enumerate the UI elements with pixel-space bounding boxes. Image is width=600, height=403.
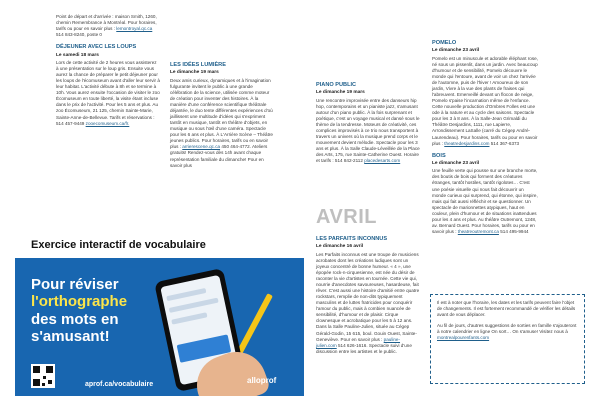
column-2 bbox=[170, 62, 274, 169]
event-body: Les Parfaits inconnus est une troupe de musiciens acrobates dont les créations ludiques sont un joyeux concentré de bonne humeur. « 4 », une épopée rock-n-cirquesienne, est née du désir de raconter la vie d'artistes en tournée. Cette vie qui, nourrie d'anecdotes savoureuses, hasardeuse, fait rêver. C'est aussi une histoire d'amitié entre quatre rockstars, remplie de non-dits typiquement masculins et de luttes fratricides pour conquérir l'amour du public, mais à combien nuancée de sensibilité, d'humour et de plaisir. Cirque clownesque et acrobatique pour les 5 à 12 ans. Dans la Salle Pauline-Julien, située au Cégep Gérald-Godin, 15 615, boul. Gouin Ouest, Sainte-Geneviève. Pour en savoir plus : pauline-julien.com 514 626-1616. Spectacle suivi d'une discussion entre les artistes et le public. bbox=[316, 251, 420, 354]
note-link[interactable]: montrealpourenfants.com bbox=[437, 335, 490, 341]
event-body: Pomelo est un minuscule et adorable éléphant rose, né sous un pissenlit, dans un jardin. Avec beaucoup d'humour et de sensibilité, Pomelo découvre le monde qui l'entoure, avant de voir un chez l'arrivée de l'automne, puis de l'hiver ! Amoureux de son jardin, Vivre à la vue des plants de fraises qui l'abreuvent. Emerveillé devant un flocon de neige, Pomelo s'paise l'incarnation même de l'enfance. Cette nouvelle production d'Ombres Folles est une ode à la nature et au cycle des saisons. Spectacle pour les 3 à 8 ans. À la Salle-Jean Grimaldi du Théâtre Desjardins, 1111, rue Lapierre, Arrondissement LaSalle (carré du Cégep André-Laurendeau). Pour horaires, tarifs ou pour en savoir plus : theatredesjardins.com 514 367-6373 bbox=[432, 55, 538, 146]
event-date: Le samedi 18 mars bbox=[56, 52, 99, 58]
event-heading: BOIS bbox=[432, 152, 446, 159]
event-body: Lors de cette activité de 2 heures vous assisterez à une présentation sur le loup gris. Ensuite vous aurez la chance de préparer le petit déjeuner pour les loups de l'écomuseum avant d'aller leur servir à leur habitat. L'activité débute à 8h et se termine à 10h. Vous aurez ensuite l'occasion de visiter le zoo Écomuseum en toute liberté, la visite étant incluse dans le prix de l'activité. Pour les 5 ans et plus. Au zoo Écomuseum, 21 125, chemin Sainte-Marie, Sainte-Anne-de-Bellevue. Tarifs et réservations : 514 457-9449 zooecomuseum.ca/fr. bbox=[56, 59, 160, 126]
ad-line-1: Pour réviser bbox=[31, 276, 119, 293]
column-1 bbox=[56, 14, 160, 127]
event-heading: POMELO bbox=[432, 40, 457, 46]
event-link[interactable]: theatreoutremont.ca bbox=[457, 228, 499, 234]
ad-line-2: l'orthographe bbox=[31, 293, 128, 311]
ad-url[interactable]: aprof.ca/vocabulaire bbox=[85, 381, 154, 388]
event-body: Une feuille verte qui pousse sur une branche morte, des boutis de bois qui forment des créatures étranges, tantôt hostiles, tantôt rigolotes… C'est une poésie visuelle qui nous fait découvrir un monde curieux qui surprend, qui étonne, qui inspire, mais qui fait aussi réfléchir et se questionner. Un spectacle de marionnettes atypiques, haut en couleur, plein d'humour et de situations inattendues pour les 4 ans et plus. Au théâtre Outremont, 1248, av. Bernard Ouest. Pour horaires, tarifs ou pour en savoir plus : theatreoutremont.ca 514 495-9944 bbox=[432, 168, 538, 234]
note-paragraph: Il est à noter que l'horaire, les dates et les tarifs peuvent faire l'objet de changements. Il est fortement recommandé de vérifier les détails avant de vous déplacer. bbox=[437, 300, 576, 318]
event-body: Deux amis curieux, dynamiques et à l'imagination fulgurante invitent le public à une grande célébration de la science, utilisée comme moteur de création pour inventer des histoires. À la manière d'une conférence scientifique théâtrale déjantée, le duo tente différentes expériences d'où jaillissent une multitude d'idées qui s'expriment tantôt en musique, tantôt en théâtre d'objets, en musique ou sous l'œil d'une caméra. Spectacle pour les 6 ans et plus. À L'Arrière Scène – Théâtre jeunes publics. Pour horaires, tarifs ou en savoir plus : arrierescene.qc.ca 450 464-4772. Ateliers gratuits! Rendez-vous dès 14h avant chaque représentation familiale du dimanche! Pour en savoir plus bbox=[170, 77, 273, 168]
qr-code-icon[interactable] bbox=[31, 364, 55, 388]
month-heading: AVRIL bbox=[316, 206, 378, 228]
ad-line-3: des mots en bbox=[31, 310, 119, 328]
note-box bbox=[430, 294, 585, 384]
intro-text: Point de départ et d'arrivée : maison Smith, 1260, chemin Remembrance à Montréal. Pour horaires, tarifs ou pour en savoir plus : lemontroyal.qc.ca 514 843-8240, poste 0 bbox=[56, 14, 157, 38]
ad-title: Exercice interactif de vocabulaire bbox=[31, 239, 206, 251]
event-link[interactable]: arrierescene.qc.ca bbox=[182, 144, 221, 150]
advertisement[interactable] bbox=[15, 234, 304, 396]
event-heading: PIANO PUBLIC bbox=[316, 82, 357, 88]
intro-link[interactable]: lemontroyal.qc.ca bbox=[116, 26, 153, 32]
event-heading: LES PARFAITS INCONNUS bbox=[316, 236, 388, 242]
event-date: Le dimanche 19 mars bbox=[170, 70, 219, 76]
event-heading: LES IDÉES LUMIÈRE bbox=[170, 62, 226, 68]
event-date: Le dimanche 16 avril bbox=[316, 244, 364, 250]
event-link[interactable]: pauline-julien.com bbox=[316, 336, 401, 348]
alloprof-logo: alloprof bbox=[247, 376, 277, 385]
event-heading: DÉJEUNER AVEC LES LOUPS bbox=[56, 44, 137, 51]
note-paragraph: Au fil de jours, d'autres suggestions de sorties en famille s'ajouteront à notre calendrier en ligne On sort… On s'amuse! Visitez nous à montrealpourenfants.com bbox=[437, 323, 577, 341]
ad-headline bbox=[31, 276, 127, 345]
event-link[interactable]: theatredesjardins.com bbox=[444, 140, 490, 146]
event-link[interactable]: zooecomuseum.ca/fr. bbox=[85, 120, 130, 126]
event-date: Le dimanche 23 avril bbox=[432, 48, 480, 54]
column-4 bbox=[432, 40, 538, 235]
column-3-top bbox=[316, 82, 420, 164]
event-body: Une rencontre improvisée entre des danseurs hip hop, contemporains et un pianiste jazz, s'amusant autour d'un piano public. À la fois surprenant et poétique, c'est un voyage musical et dansé sous le thème de la tendresse. Moteurs de créativité, ces complices improvisés à ce trio nous transportent à travers un univers où la musique prend corps et le mouvement devient mélodie. Spectacle pour les 3 ans et plus. À la Salle Claude-Léveillée de la Place des Arts, 175, rue Sainte-Catherine Ouest. Horaire et tarifs : 514 842-2112 placedesarts.com bbox=[316, 97, 420, 164]
event-date: Le dimanche 23 avril bbox=[432, 161, 480, 167]
column-3-bottom bbox=[316, 236, 420, 355]
event-date: Le dimanche 19 mars bbox=[316, 90, 365, 96]
ad-line-4: s'amusant! bbox=[31, 327, 110, 345]
event-link[interactable]: placedesarts.com bbox=[364, 158, 401, 164]
